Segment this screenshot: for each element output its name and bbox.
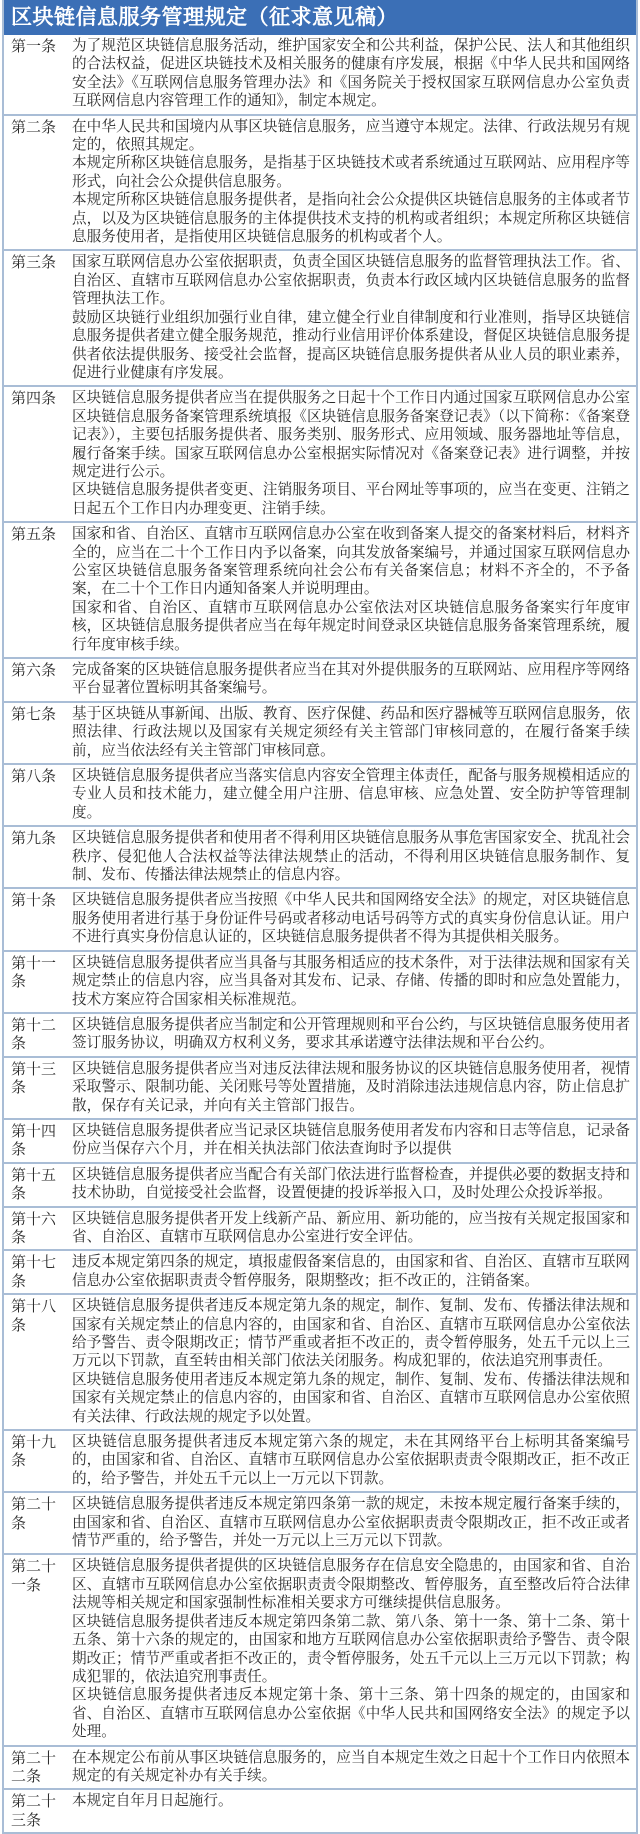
article-row	[4, 1745, 636, 1789]
article-number	[4, 253, 72, 382]
article-row	[4, 950, 636, 1012]
article-row	[4, 249, 636, 385]
article-content	[72, 1557, 636, 1741]
article-number-text: 第十条	[11, 891, 57, 910]
article-row	[4, 657, 636, 701]
article-paragraph: 区块链信息服务提供者违反本规定第六条的规定，未在其网络平台上标明其备案编号的，由国家和省、自治区、直辖市互联网信息办公室依据职责责令限期改正，拒不改正的，给予警告，并处五千元以上一万元以下罚款。	[72, 1433, 630, 1487]
article-paragraph: 在中华人民共和国境内从事区块链信息服务，应当遵守本规定。法律、行政法规另有规定的，依照其规定。	[72, 117, 630, 154]
article-paragraph: 国家互联网信息办公室依据职责，负责全国区块链信息服务的监督管理执法工作。省、自治区、直辖市互联网信息办公室依据职责，负责本行政区域内区块链信息服务的监督管理执法工作。	[72, 253, 630, 308]
article-content	[72, 1166, 636, 1203]
article-number-text: 第三条	[11, 253, 57, 272]
article-number-text: 第十四条	[11, 1121, 57, 1159]
article-row	[4, 1293, 636, 1429]
article-paragraph: 区块链信息服务提供者应当落实信息内容安全管理主体责任，配备与服务规模相适应的专业人员和技术能力，建立健全用户注册、信息审核、应急处置、安全防护等管理制度。	[72, 767, 630, 821]
article-content	[72, 1495, 636, 1550]
article-content	[72, 1253, 636, 1290]
article-content	[72, 389, 636, 518]
article-number	[4, 1253, 72, 1290]
article-number	[4, 891, 72, 946]
article-paragraph: 区块链信息服务提供者提供的区块链信息服务存在信息安全隐患的，由国家和省、自治区、直辖市互联网信息办公室依据职责责令限期整改、暂停服务，直至整改后符合法律法规等相关规定和国家强制性标准相关要求方可继续提供信息服务。	[72, 1557, 630, 1612]
article-paragraph: 区块链信息服务提供者开发上线新产品、新应用、新功能的，应当按有关规定报国家和省、自治区、直辖市互联网信息办公室进行安全评估。	[72, 1209, 630, 1245]
article-content	[72, 1792, 636, 1829]
article-number	[4, 1495, 72, 1550]
article-number-text: 第九条	[11, 829, 57, 848]
article-content	[72, 767, 636, 822]
article-paragraph: 区块链信息服务提供者应当在提供服务之日起十个工作日内通过国家互联网信息办公室区块链信息服务备案管理系统填报《区块链信息服务备案登记表》（以下简称：《备案登记表》），主要包括服务提供者、服务类别、服务形式、应用领域、服务器地址等信息，履行备案手续。国家互联网信息办公室根据实际情况对《备案登记表》进行调整，并按规定进行公示。	[72, 389, 630, 480]
article-row	[4, 825, 636, 887]
article-paragraph: 为了规范区块链信息服务活动，维护国家安全和公共利益，保护公民、法人和其他组织的合法权益，促进区块链技术及相关服务的健康有序发展，根据《中华人民共和国网络安全法》《互联网信息服务管理办法》和《国务院关于授权国家互联网信息办公室负责互联网信息内容管理工作的通知》，制定本规定。	[72, 37, 630, 110]
article-content	[72, 118, 636, 247]
article-paragraph: 在本规定公布前从事区块链信息服务的，应当自本规定生效之日起十个工作日内依照本规定的有关规定补办有关手续。	[72, 1748, 630, 1784]
article-number	[4, 954, 72, 1009]
article-paragraph: 区块链信息服务提供者应当对违反法律法规和服务协议的区块链信息服务使用者，视情采取警示、限制功能、关闭账号等处置措施，及时消除违法违规信息内容，防止信息扩散，保存有关记录，并向有关主管部门报告。	[72, 1059, 630, 1114]
article-paragraph: 区块链信息服务提供者违反本规定第四条第一款的规定，未按本规定履行备案手续的，由国家和省、自治区、直辖市互联网信息办公室依据职责责令限期改正，拒不改正或者情节严重的，给予警告，并处一万元以上三万元以下罚款。	[72, 1495, 630, 1550]
article-paragraph: 区块链信息服务提供者违反本规定第十条、第十三条、第十四条的规定的，由国家和省、自治区、直辖市互联网信息办公室依据《中华人民共和国网络安全法》的规定予以处理。	[72, 1686, 630, 1741]
article-number	[4, 661, 72, 698]
article-number-text: 第六条	[11, 661, 57, 679]
article-paragraph: 区块链信息服务提供者应当记录区块链信息服务使用者发布内容和日志等信息，记录备份应当保存六个月，并在相关执法部门依法查询时予以提供	[72, 1121, 630, 1158]
article-number-text: 第十三条	[11, 1059, 57, 1097]
article-paragraph: 违反本规定第四条的规定，填报虚假备案信息的，由国家和省、自治区、直辖市互联网信息办公室依据职责责令暂停服务，限期整改；拒不改正的，注销备案。	[72, 1253, 630, 1289]
article-content	[72, 1122, 636, 1159]
article-row	[4, 763, 636, 825]
article-number	[4, 1060, 72, 1115]
article-number	[4, 829, 72, 884]
article-number-text: 第七条	[11, 704, 57, 723]
article-paragraph: 区块链信息服务提供者应当配合有关部门依法进行监督检查，并提供必要的数据支持和技术协助，自觉接受社会监督，设置便捷的投诉举报入口，及时处理公众投诉举报。	[72, 1165, 630, 1202]
article-number-text: 第四条	[11, 389, 57, 408]
article-list	[4, 35, 636, 1832]
article-number-text: 第十二条	[11, 1015, 57, 1053]
article-content	[72, 1749, 636, 1786]
article-content	[72, 37, 636, 111]
article-content	[72, 253, 636, 382]
article-number	[4, 1210, 72, 1247]
article-paragraph: 本规定自年月日起施行。	[72, 1792, 233, 1810]
article-paragraph: 国家和省、自治区、直辖市互联网信息办公室依法对区块链信息服务备案实行年度审核，区块链信息服务提供者应当在每年规定时间登录区块链信息服务备案管理系统，履行年度审核手续。	[72, 598, 630, 653]
article-number-text: 第二十一条	[11, 1557, 57, 1594]
article-row	[4, 521, 636, 657]
article-content	[72, 1210, 636, 1247]
article-number	[4, 1792, 72, 1829]
article-number-text: 第十九条	[11, 1433, 57, 1470]
article-row	[4, 1206, 636, 1250]
article-content	[72, 661, 636, 698]
article-row	[4, 1118, 636, 1162]
article-number	[4, 525, 72, 654]
article-row	[4, 1249, 636, 1293]
article-number-text: 第一条	[11, 37, 57, 55]
article-number	[4, 767, 72, 822]
article-paragraph: 区块链信息服务提供者变更、注销服务项目、平台网址等事项的，应当在变更、注销之日起五个工作日内办理变更、注销手续。	[72, 481, 630, 517]
article-row	[4, 701, 636, 763]
article-number-text: 第二十条	[11, 1495, 57, 1532]
article-row	[4, 1012, 636, 1056]
article-paragraph: 区块链信息服务提供者应当制定和公开管理规则和平台公约，与区块链信息服务使用者签订服务协议，明确双方权利义务，要求其承诺遵守法律法规和平台公约。	[72, 1015, 630, 1052]
article-number-text: 第八条	[11, 767, 57, 786]
article-number-text: 第二十三条	[11, 1792, 57, 1829]
article-row	[4, 1162, 636, 1206]
article-paragraph: 区块链信息服务使用者违反本规定第九条的规定，制作、复制、发布、传播法律法规和国家有关规定禁止的信息内容的，由国家和省、自治区、直辖市互联网信息办公室依照有关法律、行政法规的规定予以处置。	[72, 1370, 630, 1425]
article-number	[4, 1166, 72, 1203]
article-row	[4, 887, 636, 949]
article-row	[4, 1056, 636, 1118]
article-number	[4, 705, 72, 760]
article-row	[4, 114, 636, 250]
article-row	[4, 385, 636, 521]
article-number-text: 第十七条	[11, 1253, 57, 1290]
article-paragraph: 本规定所称区块链信息服务提供者，是指向社会公众提供区块链信息服务的主体或者节点，以及为区块链信息服务的主体提供技术支持的机构或者组织；本规定所称区块链信息服务使用者，是指使用区块链信息服务的机构或者个人。	[72, 191, 630, 246]
article-number	[4, 389, 72, 518]
article-number-text: 第五条	[11, 525, 57, 544]
article-content	[72, 954, 636, 1009]
article-number-text: 第十一条	[11, 953, 57, 991]
article-number-text: 第十五条	[11, 1165, 57, 1203]
article-number-text: 第十六条	[11, 1209, 57, 1246]
article-paragraph: 区块链信息服务提供者违反本规定第四条第二款、第八条、第十一条、第十二条、第十五条、第十六条的规定的，由国家和地方互联网信息办公室依据职责给予警告、责令限期改正；情节严重或者拒不改正的，责令暂停服务，处五千元以上三万元以下罚款；构成犯罪的，依法追究刑事责任。	[72, 1612, 630, 1685]
article-content	[72, 891, 636, 946]
article-number	[4, 1433, 72, 1488]
article-number-text: 第二条	[11, 117, 57, 136]
article-number	[4, 1557, 72, 1741]
article-row	[4, 1553, 636, 1744]
article-number-text: 第十八条	[11, 1297, 57, 1334]
article-number	[4, 1297, 72, 1426]
article-content	[72, 1433, 636, 1488]
article-paragraph: 本规定所称区块链信息服务，是指基于区块链技术或者系统通过互联网站、应用程序等形式，向社会公众提供信息服务。	[72, 154, 630, 190]
article-paragraph: 完成备案的区块链信息服务提供者应当在其对外提供服务的互联网站、应用程序等网络平台显著位置标明其备案编号。	[72, 661, 630, 697]
article-content	[72, 1060, 636, 1115]
article-paragraph: 区块链信息服务提供者应当按照《中华人民共和国网络安全法》的规定，对区块链信息服务使用者进行基于身份证件号码或者移动电话号码等方式的真实身份信息认证。用户不进行真实身份信息认证的，区块链信息服务提供者不得为其提供相关服务。	[72, 891, 630, 946]
article-row	[4, 1491, 636, 1553]
article-paragraph: 国家和省、自治区、直辖市互联网信息办公室在收到备案人提交的备案材料后，材料齐全的，应当在二十个工作日内予以备案，向其发放备案编号，并通过国家互联网信息办公室区块链信息服务备案管理系统向社会公布有关备案信息；材料不齐全的，不予备案，在二十个工作日内通知备案人并说明理由。	[72, 525, 630, 598]
article-paragraph: 基于区块链从事新闻、出版、教育、医疗保健、药品和医疗器械等互联网信息服务，依照法律、行政法规以及国家有关规定须经有关主管部门审核同意的，在履行备案手续前，应当依法经有关主管部门审核同意。	[72, 704, 630, 759]
document-title: 区块链信息服务管理规定（征求意见稿）	[4, 0, 636, 35]
article-number	[4, 1016, 72, 1053]
article-paragraph: 鼓励区块链行业组织加强行业自律，建立健全行业自律制度和行业准则，指导区块链信息服务提供者建立健全服务规范，推动行业信用评价体系建设，督促区块链信息服务提供者依法提供服务、接受社会监督，提高区块链信息服务提供者从业人员的职业素养，促进行业健康有序发展。	[72, 308, 630, 381]
article-paragraph: 区块链信息服务提供者违反本规定第九条的规定，制作、复制、发布、传播法律法规和国家有关规定禁止的信息内容的，由国家和省、自治区、直辖市互联网信息办公室依法给予警告、责令限期改正；情节严重或者拒不改正的，责令暂停服务，处五千元以上三万元以下罚款，直至转由相关部门依法关闭服务。构成犯罪的，依法追究刑事责任。	[72, 1297, 630, 1370]
article-paragraph: 区块链信息服务提供者应当具备与其服务相适应的技术条件，对于法律法规和国家有关规定禁止的信息内容，应当具备对其发布、记录、存储、传播的即时和应急处置能力，技术方案应符合国家相关标准规范。	[72, 953, 630, 1008]
article-content	[72, 1297, 636, 1426]
article-content	[72, 525, 636, 654]
article-row	[4, 1429, 636, 1491]
article-number	[4, 37, 72, 111]
article-content	[72, 829, 636, 884]
article-content	[72, 705, 636, 760]
article-number	[4, 1122, 72, 1159]
article-number	[4, 118, 72, 247]
article-paragraph: 区块链信息服务提供者和使用者不得利用区块链信息服务从事危害国家安全、扰乱社会秩序、侵犯他人合法权益等法律法规禁止的活动，不得利用区块链信息服务制作、复制、发布、传播法律法规禁止的信息内容。	[72, 829, 630, 884]
article-number-text: 第二十二条	[11, 1748, 57, 1785]
regulation-document	[2, 0, 638, 1834]
article-content	[72, 1016, 636, 1053]
article-number	[4, 1749, 72, 1786]
article-row	[4, 35, 636, 114]
